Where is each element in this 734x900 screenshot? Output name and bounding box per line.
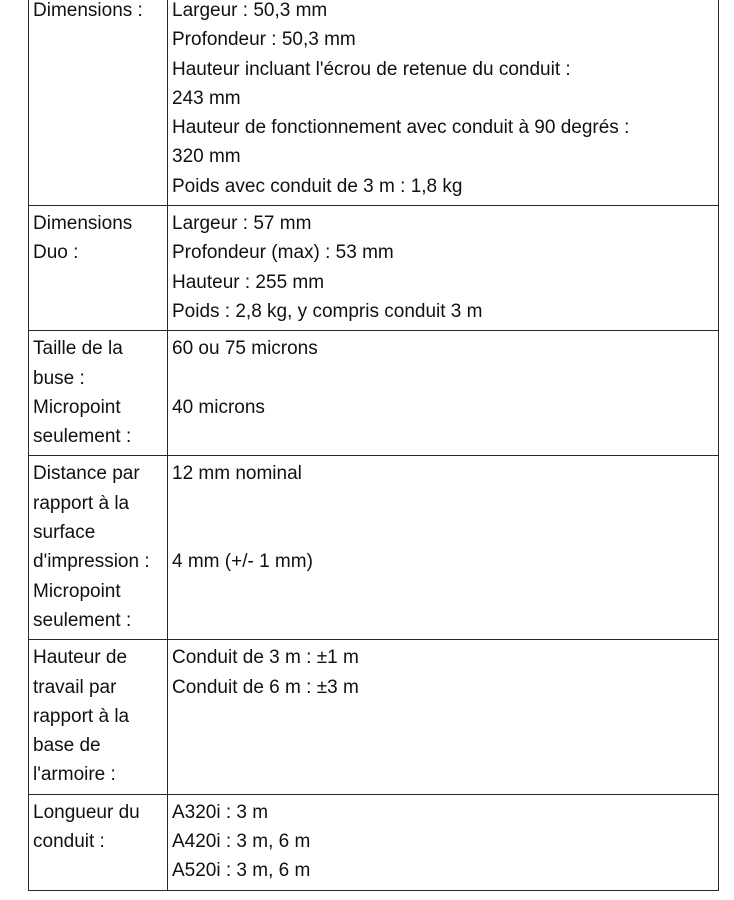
- value-line: Hauteur incluant l'écrou de retenue du conduit :: [172, 58, 571, 80]
- row-label-dimensions-duo: [29, 206, 168, 331]
- row-value-taille-buse: [168, 331, 719, 456]
- label-line: Hauteur de: [33, 647, 128, 669]
- table-row: [29, 640, 719, 794]
- value-line: Largeur : 57 mm: [172, 213, 312, 235]
- table-row: [29, 794, 719, 890]
- label-line: Longueur du: [33, 801, 140, 823]
- label-line: Taille de la: [33, 338, 123, 360]
- label-line: Dimensions :: [33, 0, 143, 21]
- label-line: Distance par: [33, 463, 140, 485]
- label-line: seulement :: [33, 609, 132, 631]
- value-line: 60 ou 75 microns: [172, 338, 318, 360]
- label-line: Dimensions: [33, 213, 133, 235]
- row-label-hauteur-travail: [29, 640, 168, 794]
- spec-table: [28, 0, 719, 891]
- value-line: 4 mm (+/- 1 mm): [172, 551, 313, 573]
- row-value-dimensions-duo: [168, 206, 719, 331]
- value-line: Conduit de 6 m : ±3 m: [172, 676, 359, 698]
- value-line: A320i : 3 m: [172, 801, 269, 823]
- label-line: rapport à la: [33, 705, 130, 727]
- row-value-dimensions: [168, 0, 719, 206]
- value-line: 12 mm nominal: [172, 463, 302, 485]
- row-value-distance: [168, 456, 719, 640]
- label-line: base de: [33, 735, 101, 757]
- label-line: Micropoint: [33, 580, 121, 602]
- label-line: l'armoire :: [33, 764, 116, 786]
- label-line: travail par: [33, 676, 117, 698]
- row-value-longueur-conduit: [168, 794, 719, 890]
- value-line: A420i : 3 m, 6 m: [172, 831, 311, 853]
- value-line: Profondeur : 50,3 mm: [172, 29, 356, 51]
- table-row: [29, 331, 719, 456]
- table-row: [29, 206, 719, 331]
- label-line: buse :: [33, 367, 85, 389]
- row-label-taille-buse: [29, 331, 168, 456]
- value-line: 243 mm: [172, 87, 241, 109]
- value-line: Largeur : 50,3 mm: [172, 0, 328, 21]
- table-row: [29, 456, 719, 640]
- label-line: d'impression :: [33, 551, 150, 573]
- label-line: Duo :: [33, 242, 79, 264]
- label-line: conduit :: [33, 831, 105, 853]
- value-line: Profondeur (max) : 53 mm: [172, 242, 394, 264]
- row-label-distance: [29, 456, 168, 640]
- value-line: Hauteur de fonctionnement avec conduit à 90 degrés :: [172, 117, 630, 139]
- value-line: A520i : 3 m, 6 m: [172, 860, 311, 882]
- value-line: Hauteur : 255 mm: [172, 271, 325, 293]
- row-label-longueur-conduit: [29, 794, 168, 890]
- value-line: 40 microns: [172, 396, 265, 418]
- label-line: Micropoint: [33, 396, 121, 418]
- row-label-dimensions: [29, 0, 168, 206]
- label-line: surface: [33, 522, 96, 544]
- label-line: rapport à la: [33, 492, 130, 514]
- value-line: 320 mm: [172, 146, 241, 168]
- table-row: [29, 0, 719, 206]
- label-line: seulement :: [33, 426, 132, 448]
- row-value-hauteur-travail: [168, 640, 719, 794]
- value-line: Poids avec conduit de 3 m : 1,8 kg: [172, 175, 463, 197]
- value-line: Conduit de 3 m : ±1 m: [172, 647, 359, 669]
- value-line: Poids : 2,8 kg, y compris conduit 3 m: [172, 300, 483, 322]
